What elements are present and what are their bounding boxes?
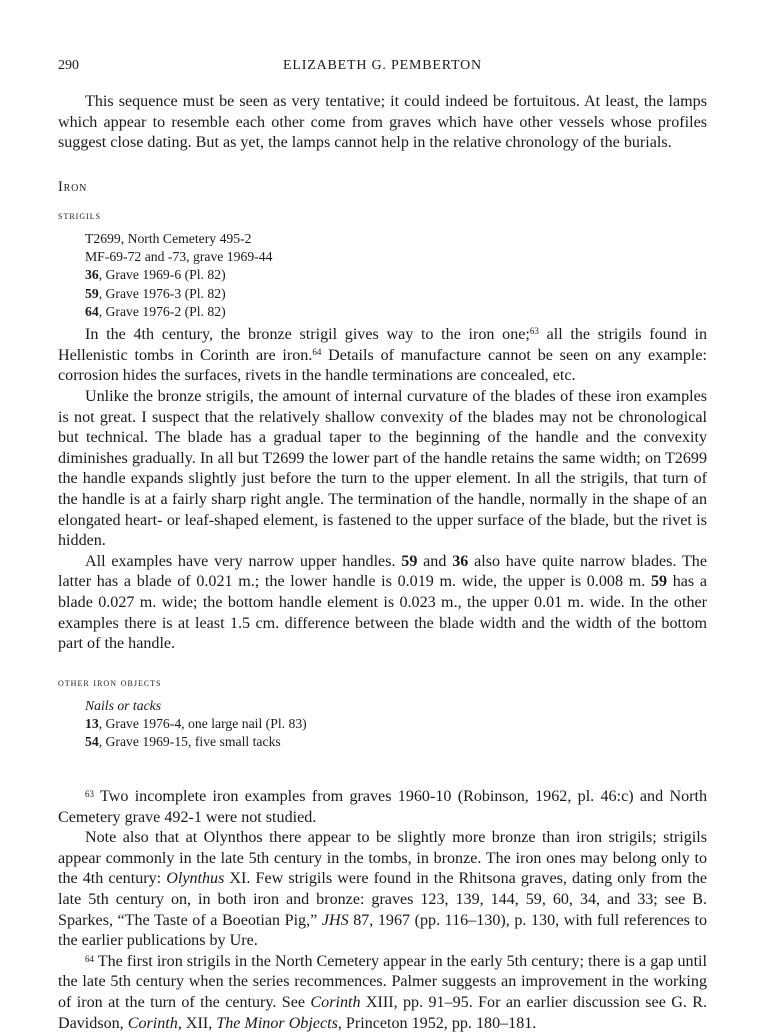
running-head-author: ELIZABETH G. PEMBERTON xyxy=(283,58,482,73)
footnote-64: $^{64}$ The first iron strigils in the North Cemetery appear in the early 5th century; there is a gap until the late 5th century when the series recommences. Palmer suggests an improvement in the working of iron at the turn of the century. See Corinth XIII, pp. 91–95. For an earlier discussion see G. R. Davidson, Corinth, XII, The Minor Objects, Princeton 1952, pp. 180–181. xyxy=(58,952,707,1032)
footnote-63-continued: Note also that at Olynthos there appear to be slightly more bronze than iron strigils; strigils appear commonly in the late 5th century in the tombs, in bronze. The iron ones may belong only to the 4th century: Olynthus XI. Few strigils were found in the Rhitsona graves, dating only from the late 5th century on, in both iron and bronze: graves 123, 139, 144, 59, 60, 34, and 33; see B. Sparkes, “The Taste of a Boeotian Pig,” JHS 87, 1967 (pp. 116–130), p. 130, with full references to the earlier publications by Ure. xyxy=(58,829,708,950)
catalog-entry: 13, Grave 1976-4, one large nail (Pl. 83) xyxy=(85,716,307,732)
catalog-entry: 59, Grave 1976-3 (Pl. 82) xyxy=(85,285,226,301)
catalog-entry: 54, Grave 1969-15, five small tacks xyxy=(85,734,281,750)
catalog-entry: 64, Grave 1976-2 (Pl. 82) xyxy=(85,303,226,319)
catalog-number: 59 xyxy=(85,285,99,301)
strigil-paragraph-2: Unlike the bronze strigils, the amount of internal curvature of the blades of these iron examples is not great. I suspect that the relatively shallow convexity of the blades may not be chronological but technical. The blade has a gradual taper to the beginning of the handle and the convexity diminishes gradually. In all but T2699 the lower part of the handle retains the same width; on T2699 the handle expands slightly just before the turn to the upper element. In all the strigils, that turn of the handle is at a fairly sharp right angle. The termination of the handle, normally in the shape of an elongated heart- or leaf-shaped element, is fastened to the upper surface of the blade, but the rivet is hidden. xyxy=(58,388,707,550)
main-text xyxy=(58,92,707,756)
subheading-strigils: strigils xyxy=(58,209,102,222)
catalog-entry: T2699, North Cemetery 495-2 xyxy=(85,230,252,246)
strigil-paragraph-1: In the 4th century, the bronze strigil gives way to the iron one;$^{63}$ all the strigils found in Hellenistic tombs in Corinth are iron.$^{64}$ Details of manufacture cannot be seen on any example: corrosion hides the surfaces, rivets in the handle terminations are concealed, etc. xyxy=(58,326,708,385)
catalog-number: 13 xyxy=(85,716,99,732)
section-heading-iron: Iron xyxy=(58,178,88,195)
catalog-entry: MF-69-72 and -73, grave 1969-44 xyxy=(85,249,273,265)
footnotes xyxy=(58,787,707,1034)
catalog-number: 36 xyxy=(85,267,99,283)
other-iron-catalog xyxy=(85,697,707,752)
catalog-category: Nails or tacks xyxy=(85,697,162,713)
running-head xyxy=(58,58,707,78)
strigil-paragraph-3: All examples have very narrow upper handles. 59 and 36 also have quite narrow blades. The latter has a blade of 0.021 m.; the lower handle is 0.019 m. wide, the upper is 0.008 m. 59 has a blade 0.027 m. wide; the bottom handle element is 0.023 m., the upper 0.01 m. wide. In the other examples there is at least 1.5 cm. difference between the blade width and the width of the bottom part of the handle. xyxy=(58,552,707,653)
page-number: 290 xyxy=(58,58,79,73)
catalog-entry: 36, Grave 1969-6 (Pl. 82) xyxy=(85,267,226,283)
footnote-ref-64: 64 xyxy=(312,346,322,357)
strigils-catalog xyxy=(85,230,707,321)
subheading-other-iron-objects: other iron objects xyxy=(58,676,162,689)
footnote-ref-63: 63 xyxy=(529,326,539,337)
catalog-number: 64 xyxy=(85,303,99,319)
catalog-number: 54 xyxy=(85,734,99,750)
intro-paragraph: This sequence must be seen as very tentative; it could indeed be fortuitous. At least, the lamps which appear to resemble each other come from graves which have other vessels whose profiles suggest close dating. But as yet, the lamps cannot help in the relative chronology of the burials. xyxy=(58,93,707,152)
footnote-63: $^{63}$ Two incomplete iron examples from graves 1960-10 (Robinson, 1962, pl. 46:c) and North Cemetery grave 492-1 were not studied. xyxy=(58,788,707,826)
